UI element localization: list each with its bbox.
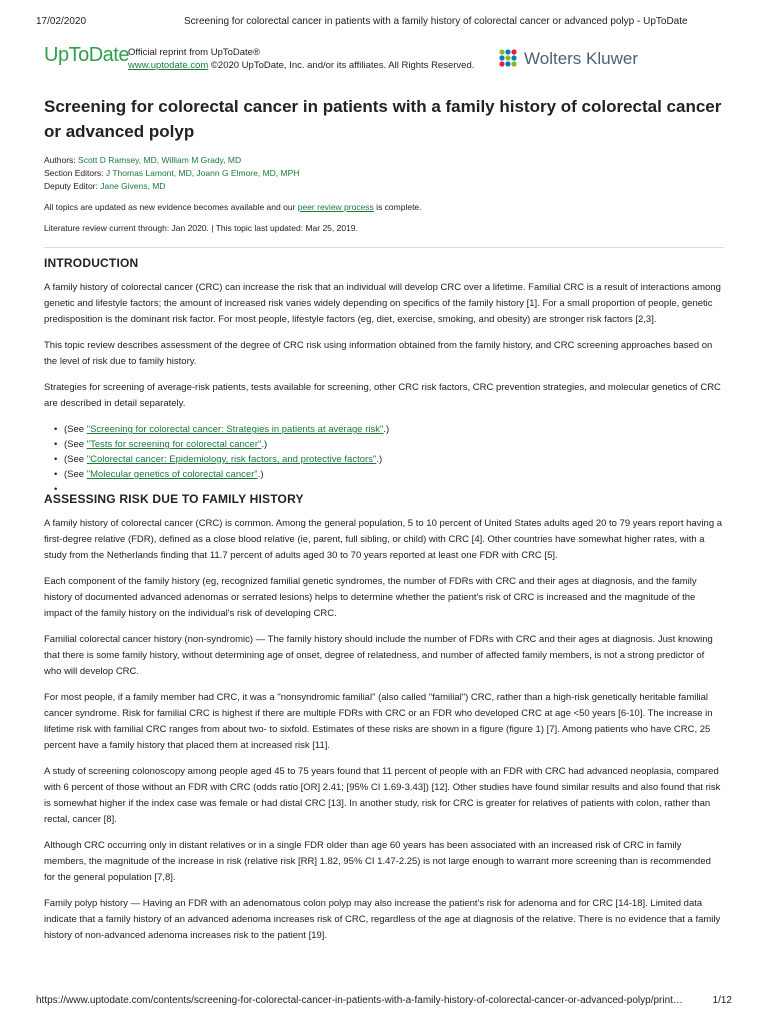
article-title: Screening for colorectal cancer in patients with a family history of colorectal cancer or advanced polyp — [44, 97, 722, 141]
update-note-text: All topics are updated as new evidence becomes available and our — [44, 202, 298, 212]
section-editors-line — [44, 167, 724, 180]
assessing-paragraph-3: Familial colorectal cancer history (non-syndromic) — The family history should include the number of FDRs with CRC and their ages at diagnosis. Just knowing that there is some family history, without determining age of onset, degree of relatedness, and number of affected family members, is not a strong predictor of who will develop CRC. — [44, 634, 713, 677]
print-footer — [36, 995, 732, 1006]
publisher-name: Wolters Kluwer — [524, 49, 638, 68]
page-number: 1/12 — [712, 995, 732, 1006]
print-url: https://www.uptodate.com/contents/screening-for-colorectal-cancer-in-patients-with-a-family-history-of-colorectal-cancer-or-advanced-polyp/print… — [36, 995, 683, 1006]
uptodate-logo[interactable]: UpToDate — [44, 44, 129, 66]
see-prefix: (See — [64, 439, 87, 450]
see-suffix: .) — [261, 439, 268, 450]
deputy-editor-label: Deputy Editor: — [44, 181, 101, 191]
link-screening-tests[interactable]: "Tests for screening for colorectal cancer" — [86, 439, 262, 450]
wolters-kluwer-icon — [496, 46, 520, 70]
see-prefix: (See — [64, 454, 87, 465]
link-epidemiology-risk-factors[interactable]: "Colorectal cancer: Epidemiology, risk factors, and protective factors" — [86, 454, 377, 465]
list-item — [56, 422, 724, 437]
assessing-paragraph-1: A family history of colorectal cancer (CRC) is common. Among the general population, 5 to 10 percent of United States adults aged 20 to 79 years report having a first-degree relative (FDR), defined as a close blood relative (ie, parent, full sibling, or child) with CRC [4]. Other countries have somewhat higher rates, with a study from the Netherlands finding that 11.7 percent of adults aged 30 to 70 years reported at least one FDR with CRC [5]. — [44, 518, 723, 561]
uptodate-url-link[interactable]: www.uptodate.com — [128, 60, 209, 71]
assessing-paragraph-7: Family polyp history — Having an FDR with an adenomatous colon polyp may also increase the patient's risk for adenoma and for CRC [14-18]. Limited data indicate that a family history of an advanced adenoma increases risk of CRC, regardless of the age at diagnosis of the relative. There is no evidence that a family history of non-advanced adenoma increases risk to the patient [19]. — [44, 898, 721, 941]
intro-paragraph-3: Strategies for screening of average-risk patients, tests available for screening, other CRC risk factors, CRC prevention strategies, and molecular genetics of CRC are described in detail separately. — [44, 382, 721, 409]
print-page-title: Screening for colorectal cancer in patients with a family history of colorectal cancer or advanced polyp - UpToDate — [184, 16, 688, 27]
intro-paragraph-1: A family history of colorectal cancer (CRC) can increase the risk that an individual will develop CRC over a lifetime. Familial CRC is a result of interactions among genetic and lifestyle factors; the amount of increased risk varies widely depending on specifics of the family history [1]. For a small proportion of people, genetic predisposition is the dominant risk factor. For most people, lifestyle factors (eg, diet, exercise, smoking, and obesity) are stronger risk factors [2,3]. — [44, 282, 721, 325]
reprint-line: Official reprint from UpToDate® — [128, 47, 260, 58]
deputy-editor-line — [44, 180, 724, 193]
divider — [44, 247, 724, 248]
see-prefix: (See — [64, 469, 87, 480]
see-suffix: .) — [383, 424, 390, 435]
assessing-paragraph-4: For most people, if a family member had CRC, it was a "nonsyndromic familial" (also called "familial") CRC, rather than a high-risk genetically heritable familial cancer syndrome. Risk for familial CRC is highest if there are multiple FDRs with CRC or an FDR who developed CRC at age <50 years [6-10]. The increase in lifetime risk with familial CRC ranges from about two- to sixfold. Estimates of these risks are shown in a figure (figure 1) [7]. Among patients who have CRC, 25 percent have a family history that placed them at increased risk [11]. — [44, 692, 713, 751]
copyright-line — [128, 59, 474, 72]
print-date: 17/02/2020 — [36, 16, 87, 27]
section-editors-links[interactable]: J Thomas Lamont, MD, Joann G Elmore, MD, MPH — [105, 168, 300, 178]
reprint-notice — [128, 46, 474, 72]
link-average-risk-screening[interactable]: "Screening for colorectal cancer: Strategies in patients at average risk" — [86, 424, 384, 435]
peer-review-link[interactable]: peer review process — [297, 202, 374, 212]
see-suffix: .) — [257, 469, 264, 480]
print-header — [36, 16, 732, 30]
copyright-text: ©2020 UpToDate, Inc. and/or its affiliates. All Rights Reserved. — [208, 60, 475, 71]
assessing-paragraph-6: Although CRC occurring only in distant relatives or in a single FDR older than age 60 years has been associated with an increased risk of CRC in family members, the magnitude of the increase in risk (relative risk [RR] 1.82, 95% CI 1.47-2.25) is not large enough to warrant more screening than is recommended for the general population [7,8]. — [44, 840, 711, 883]
intro-paragraph-2: This topic review describes assessment of the degree of CRC risk using information obtained from the family history, and CRC screening approaches based on the level of risk due to family history. — [44, 340, 713, 367]
list-item — [56, 467, 724, 482]
authors-label: Authors: — [44, 155, 79, 165]
assessing-paragraph-2: Each component of the family history (eg, recognized familial genetic syndromes, the number of FDRs with CRC and their ages at diagnosis, and the family history of documented advanced adenomas or serrated lesions) helps to determine whether the patient's risk of CRC is increased and the magnitude of the impact of the family history on the individual's risk of developing CRC. — [44, 576, 697, 619]
assessing-paragraph-5: A study of screening colonoscopy among people aged 45 to 75 years found that 11 percent of people with an FDR with CRC had advanced neoplasia, compared with 6 percent of those without an FDR with CRC (odds ratio [OR] 2.41; [95% CI 1.69-3.43]) [12]. Other studies have found similar results and also found that risk is somewhat higher if the index case was female or had distal CRC [13]. In another study, risk for CRC is greater for relatives of patients with colon, rather than rectal, cancer [8]. — [44, 766, 721, 825]
update-note-end: is complete. — [373, 202, 422, 212]
authors-links[interactable]: Scott D Ramsey, MD, William M Grady, MD — [78, 155, 242, 165]
authors-line — [44, 154, 724, 167]
link-molecular-genetics[interactable]: "Molecular genetics of colorectal cancer" — [86, 469, 258, 480]
article-meta — [44, 154, 724, 235]
list-item — [56, 452, 724, 467]
article-content — [44, 94, 724, 954]
update-note — [44, 201, 724, 214]
see-suffix: .) — [376, 454, 383, 465]
list-item — [56, 437, 724, 452]
deputy-editor-link[interactable]: Jane Givens, MD — [100, 181, 166, 191]
brand-bar — [44, 44, 732, 76]
wolters-kluwer-logo[interactable] — [496, 46, 726, 72]
section-editors-label: Section Editors: — [44, 168, 106, 178]
introduction-heading: INTRODUCTION — [44, 256, 139, 270]
review-line: Literature review current through: Jan 2020. | This topic last updated: Mar 25, 2019. — [44, 223, 358, 233]
see-prefix: (See — [64, 424, 87, 435]
assessing-risk-heading: ASSESSING RISK DUE TO FAMILY HISTORY — [44, 492, 304, 506]
see-also-list — [44, 422, 724, 482]
